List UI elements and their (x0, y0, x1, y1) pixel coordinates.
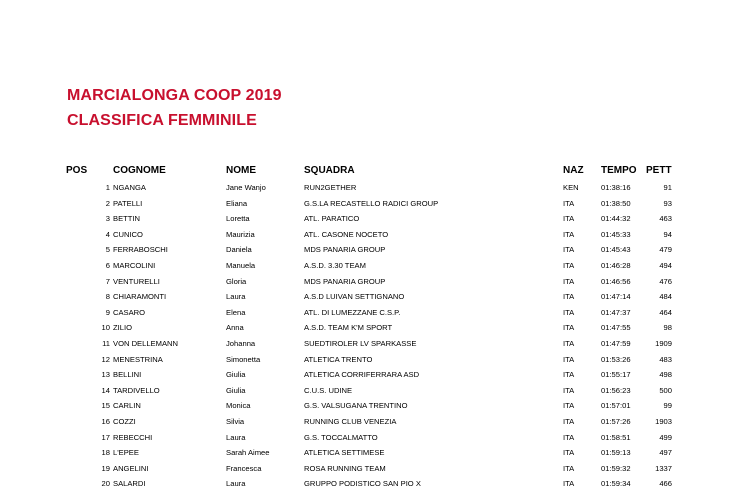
table-row (0, 433, 741, 448)
row-pos: 2 (105, 198, 110, 208)
row-naz: ITA (563, 261, 575, 270)
row-naz: ITA (563, 307, 575, 317)
row-pos: 19 (101, 463, 110, 473)
table-row (0, 401, 741, 416)
row-nome: Maurizia (226, 229, 255, 239)
row-pos: 7 (105, 276, 110, 286)
row-naz: ITA (563, 432, 575, 442)
row-pos: 4 (105, 229, 110, 239)
table-row (0, 479, 741, 494)
row-pett: 498 (659, 370, 672, 380)
table-row (0, 339, 741, 354)
row-pett: 1337 (655, 463, 672, 473)
row-tempo: 01:46:56 (601, 276, 631, 286)
row-cognome: ZILIO (113, 323, 132, 333)
row-pos: 17 (101, 432, 110, 442)
row-squadra: C.U.S. UDINE (304, 385, 353, 395)
row-cognome: MENESTRINA (113, 354, 163, 364)
row-tempo: 01:47:55 (601, 323, 631, 333)
row-nome: Silvia (226, 417, 245, 426)
header-pos: POS (66, 165, 88, 176)
table-row (0, 448, 741, 463)
header-pett: PETT (646, 165, 672, 176)
header-cognome: COGNOME (113, 165, 166, 176)
row-pett: 1903 (655, 417, 672, 426)
row-pett: 483 (659, 354, 672, 364)
row-naz: ITA (563, 385, 575, 395)
row-cognome: BETTIN (113, 214, 141, 224)
row-pos: 16 (101, 417, 110, 426)
row-squadra: GRUPPO PODISTICO SAN PIO X (304, 479, 421, 489)
row-pos: 6 (105, 261, 110, 270)
row-squadra: A.S.D. TEAM K'M SPORT (304, 323, 393, 333)
row-squadra: A.S.D. 3.30 TEAM (304, 261, 366, 270)
row-cognome: FERRABOSCHI (113, 245, 168, 255)
row-naz: ITA (563, 417, 575, 426)
row-cognome: CUNICO (113, 229, 143, 239)
row-cognome: ANGELINI (113, 463, 149, 473)
table-row (0, 199, 741, 214)
row-pos: 8 (105, 292, 110, 302)
row-pos: 15 (101, 401, 110, 411)
row-pett: 1909 (655, 339, 672, 348)
row-naz: ITA (563, 245, 575, 255)
table-row (0, 230, 741, 245)
row-pett: 484 (659, 292, 672, 302)
row-pett: 99 (663, 401, 672, 411)
row-squadra: RUNNING CLUB VENEZIA (304, 417, 397, 426)
row-tempo: 01:47:37 (601, 307, 631, 317)
table-row (0, 292, 741, 307)
row-nome: Johanna (226, 339, 256, 348)
row-pos: 11 (102, 339, 110, 348)
row-pos: 18 (101, 448, 110, 458)
row-naz: ITA (563, 198, 575, 208)
row-cognome: CHIARAMONTI (113, 292, 167, 302)
row-naz: ITA (563, 401, 575, 411)
row-pos: 10 (101, 323, 110, 333)
row-nome: Laura (226, 432, 246, 442)
table-row (0, 370, 741, 385)
row-cognome: CASARO (113, 307, 146, 317)
row-naz: ITA (563, 448, 575, 458)
page-title: MARCIALONGA COOP 2019 (67, 87, 282, 104)
row-pett: 98 (663, 323, 672, 333)
row-nome: Anna (226, 323, 244, 333)
row-cognome: REBECCHI (113, 432, 153, 442)
row-nome: Laura (226, 292, 246, 302)
row-cognome: SALARDI (113, 479, 146, 489)
row-squadra: G.S. TOCCALMATTO (304, 432, 378, 442)
row-squadra: G.S. VALSUGANA TRENTINO (304, 401, 408, 411)
table-row (0, 386, 741, 401)
row-tempo: 01:38:50 (601, 198, 631, 208)
row-squadra: ROSA RUNNING TEAM (304, 463, 386, 473)
row-squadra: ATL. PARATICO (304, 214, 360, 224)
row-pett: 466 (659, 479, 672, 489)
row-tempo: 01:47:59 (601, 339, 631, 348)
table-row (0, 355, 741, 370)
row-squadra: ATLETICA SETTIMESE (304, 448, 385, 458)
row-cognome: BELLINI (113, 370, 142, 380)
row-naz: ITA (563, 370, 575, 380)
page-subtitle: CLASSIFICA FEMMINILE (67, 112, 257, 129)
row-nome: Laura (226, 479, 246, 489)
row-cognome: TARDIVELLO (113, 385, 160, 395)
row-squadra: MDS PANARIA GROUP (304, 245, 386, 255)
row-pos: 20 (101, 479, 110, 489)
table-row (0, 183, 741, 198)
row-tempo: 01:44:32 (601, 214, 631, 224)
row-pett: 463 (659, 214, 672, 224)
row-cognome: MARCOLINI (113, 261, 156, 270)
row-nome: Loretta (226, 214, 250, 224)
row-tempo: 01:53:26 (601, 354, 631, 364)
row-tempo: 01:59:34 (601, 479, 631, 489)
row-nome: Monica (226, 401, 251, 411)
row-nome: Francesca (226, 463, 262, 473)
row-squadra: RUN2GETHER (304, 183, 357, 192)
row-pos: 14 (101, 385, 110, 395)
row-squadra: A.S.D LUIVAN SETTIGNANO (304, 292, 405, 302)
table-row (0, 261, 741, 276)
row-nome: Elena (226, 307, 246, 317)
row-cognome: CARLIN (113, 401, 141, 411)
row-pett: 93 (663, 198, 672, 208)
row-squadra: ATLETICA TRENTO (304, 354, 373, 364)
row-pett: 94 (663, 229, 672, 239)
row-squadra: SUEDTIROLER LV SPARKASSE (304, 339, 417, 348)
row-naz: ITA (563, 354, 575, 364)
row-nome: Eliana (226, 198, 248, 208)
row-pos: 3 (105, 214, 110, 224)
table-row (0, 323, 741, 338)
row-cognome: NGANGA (113, 183, 146, 192)
row-cognome: COZZI (113, 417, 136, 426)
row-nome: Jane Wanjo (226, 183, 266, 192)
row-nome: Sarah Aimee (226, 448, 270, 458)
row-tempo: 01:38:16 (601, 183, 631, 192)
row-tempo: 01:45:33 (601, 229, 631, 239)
row-nome: Gloria (226, 276, 247, 286)
row-cognome: VENTURELLI (113, 276, 160, 286)
row-tempo: 01:58:51 (601, 432, 631, 442)
row-pett: 500 (659, 385, 672, 395)
row-pett: 91 (663, 183, 672, 192)
row-tempo: 01:59:13 (601, 448, 631, 458)
row-nome: Simonetta (226, 354, 261, 364)
row-pos: 5 (105, 245, 110, 255)
table-row (0, 277, 741, 292)
header-naz: NAZ (563, 165, 584, 176)
row-naz: ITA (563, 479, 575, 489)
row-squadra: ATL. DI LUMEZZANE C.S.P. (304, 307, 401, 317)
header-squadra: SQUADRA (304, 165, 355, 176)
row-naz: ITA (563, 339, 575, 348)
row-squadra: MDS PANARIA GROUP (304, 276, 386, 286)
row-tempo: 01:59:32 (601, 463, 631, 473)
row-cognome: PATELLI (113, 198, 143, 208)
row-nome: Manuela (226, 261, 256, 270)
row-naz: ITA (563, 292, 575, 302)
row-pos: 13 (101, 370, 110, 380)
row-tempo: 01:45:43 (601, 245, 631, 255)
row-pos: 9 (105, 307, 110, 317)
header-nome: NOME (226, 165, 256, 176)
row-naz: ITA (563, 214, 575, 224)
table-row (0, 214, 741, 229)
table-row (0, 464, 741, 479)
row-squadra: ATLETICA CORRIFERRARA ASD (304, 370, 420, 380)
row-tempo: 01:47:14 (601, 292, 631, 302)
row-tempo: 01:56:23 (601, 385, 631, 395)
row-nome: Giulia (226, 385, 246, 395)
row-tempo: 01:57:26 (601, 417, 631, 426)
row-pett: 464 (659, 307, 672, 317)
table-row (0, 308, 741, 323)
row-squadra: G.S.LA RECASTELLO RADICI GROUP (304, 198, 439, 208)
row-squadra: ATL. CASONE NOCETO (304, 229, 389, 239)
table-row (0, 417, 741, 432)
row-tempo: 01:46:28 (601, 261, 631, 270)
row-pos: 1 (105, 183, 110, 192)
row-naz: KEN (563, 183, 579, 192)
row-naz: ITA (563, 463, 575, 473)
row-naz: ITA (563, 276, 575, 286)
row-pett: 497 (659, 448, 672, 458)
row-pett: 479 (659, 245, 672, 255)
row-pett: 494 (659, 261, 672, 270)
row-cognome: L'EPEE (113, 448, 139, 458)
table-row (0, 245, 741, 260)
row-naz: ITA (563, 229, 575, 239)
row-naz: ITA (563, 323, 575, 333)
row-tempo: 01:55:17 (601, 370, 631, 380)
row-cognome: VON DELLEMANN (113, 339, 178, 348)
table-header (0, 165, 741, 180)
row-tempo: 01:57:01 (601, 401, 631, 411)
row-nome: Daniela (226, 245, 252, 255)
header-tempo: TEMPO (601, 165, 637, 176)
row-pett: 476 (659, 276, 672, 286)
row-pos: 12 (101, 354, 110, 364)
row-nome: Giulia (226, 370, 246, 380)
row-pett: 499 (659, 432, 672, 442)
